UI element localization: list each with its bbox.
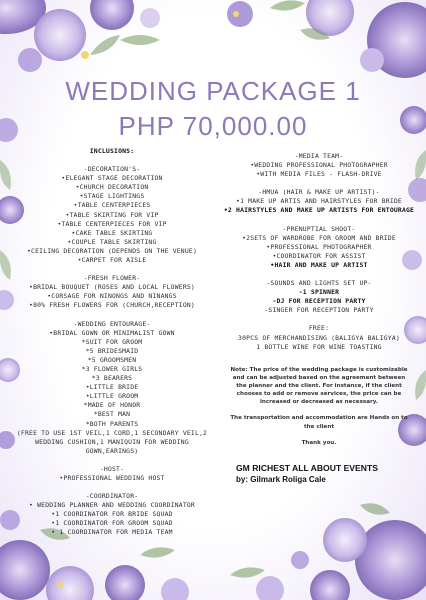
list-item: •COUPLE TABLE SKIRTING — [67, 237, 157, 246]
package-price: PHP 70,000.00 — [118, 111, 308, 141]
list-item: •CEILING DECORATION (DEPENDS ON THE VENUE) — [27, 246, 197, 255]
list-item: -SINGER FOR RECEPTION PARTY — [264, 306, 374, 315]
media-heading: -MEDIA TEAM- — [294, 152, 344, 160]
list-item: 30PCS OF MERCHANDISING (BALIGYA BALIGYA) — [238, 333, 400, 342]
list-item: •TABLE CENTERPIECES FOR VIP — [57, 219, 167, 228]
hmua-heading: -HMUA (HAIR & MAKE UP ARTIST)- — [258, 188, 380, 197]
list-item: •PROFESSIONAL PHOTOGRAPHER — [266, 242, 372, 251]
list-item: •2SETS OF WARDROBE FOR GROOM AND BRIDE — [242, 233, 396, 242]
list-item: •TABLE CENTERPIECES — [73, 201, 151, 210]
inclusions-heading: INCLUSIONS: — [89, 147, 135, 155]
list-item: •HAIR AND MAKE UP ARTIST — [270, 260, 368, 269]
company-name: GM RICHEST ALL ABOUT EVENTS — [236, 463, 378, 473]
thank-you-text: Thank you. — [301, 439, 337, 446]
list-item: •STAGE LIGHTINGS — [79, 192, 145, 201]
list-item: *3 FLOWER GIRLS — [81, 364, 143, 373]
list-item: *5 BRIDESMAID — [85, 346, 139, 355]
list-item: •LITTLE BRIDE — [85, 383, 139, 392]
decorations-heading: -DECORATION'S- — [83, 165, 141, 174]
list-item: *3 BEARERS — [91, 374, 133, 383]
list-item: •1 COORDINATOR FOR BRIDE SQUAD — [51, 510, 173, 519]
list-item: • WEDDING PLANNER AND WEDDING COORDINATOR — [29, 501, 195, 510]
list-item: •CORSAGE FOR NINONGS AND NINANGS — [47, 292, 177, 301]
top-right-flowers — [227, 0, 426, 78]
list-item: •TABLE SKIRTING FOR VIP — [65, 210, 159, 219]
list-item: *5 GROOMSMEN — [87, 355, 137, 364]
coordinator-heading: -COORDINATOR- — [85, 492, 139, 501]
entourage-free-note: (FREE TO USE 1ST VEIL,1 CORD,1 SECONDARY VEIL,2 WEDDING CUSHION,1 MANIQUIN FOR WEDDING GOWN,EARINGS) — [16, 428, 208, 455]
sounds-heading: -SOUNDS AND LIGHTS SET UP- — [266, 279, 372, 288]
list-item: •BRIDAL BOUQUET (ROSES AND LOCAL FLOWERS) — [29, 283, 195, 292]
package-title: WEDDING PACKAGE 1 — [65, 76, 361, 106]
list-item: -1 SPINNER — [298, 288, 340, 297]
list-item: *BOTH PARENTS — [85, 419, 139, 428]
right-column — [222, 152, 416, 352]
list-item: •2 HAIRSTYLES AND MAKE UP ARTISTS FOR ENTOURAGE — [223, 206, 415, 215]
bottom-right-flowers — [230, 503, 426, 600]
list-item: •WEDDING PROFESSIONAL PHOTOGRAPHER — [250, 161, 388, 170]
top-left-flowers — [0, 0, 160, 72]
list-item: •WITH MEDIA FILES - FLASH-DRIVE — [256, 170, 382, 179]
list-item: -DJ FOR RECEPTION PARTY — [272, 297, 366, 306]
transport-note: The transportation and accommodation are Hands on to the client — [230, 415, 408, 430]
list-item: •CAKE TABLE SKIRTING — [71, 228, 153, 237]
entourage-heading: -WEDDING ENTOURAGE- — [73, 319, 151, 328]
list-item: •CHURCH DECORATION — [75, 183, 149, 192]
list-item: • 1 COORDINATOR FOR MEDIA TEAM — [51, 528, 173, 537]
list-item: •BRIDAL GOWN OR MINIMALIST GOWN — [49, 328, 175, 337]
list-item: *BEST MAN — [93, 410, 131, 419]
list-item: *SUIT FOR GROOM — [81, 337, 143, 346]
signature-block — [236, 462, 416, 485]
list-item: •80% FRESH FLOWERS FOR (CHURCH,RECEPTION) — [29, 301, 195, 310]
list-item: •1 COORDINATOR FOR GROOM SQUAD — [51, 519, 173, 528]
list-item: •ELEGANT STAGE DECORATION — [61, 174, 163, 183]
list-item: •PROFESSIONAL WEDDING HOST — [59, 474, 165, 482]
list-item: •1 MAKE UP ARTIS AND HAIRSTYLES FOR BRIDE — [236, 197, 402, 206]
left-column — [14, 147, 210, 538]
price-note: Note: The price of the wedding package is customizable and can be adjusted based on the agreement between the planner and the client. For instance, if the client chooses to add or remove services, the price can be increased or decreased as necessary. — [230, 367, 408, 406]
notes-block — [230, 366, 408, 455]
prenuptial-heading: -PRENUPTIAL SHOOT- — [282, 224, 356, 233]
host-heading: -HOST- — [99, 464, 125, 473]
list-item: •COORDINATOR FOR ASSIST — [272, 251, 366, 260]
list-item: *MADE OF HONOR — [83, 401, 141, 410]
author-name: by: Gilmark Roliga Cale — [236, 475, 326, 484]
list-item: 1 BOTTLE WINE FOR WINE TOASTING — [256, 342, 382, 351]
list-item: •LITTLE GROOM — [85, 392, 139, 401]
free-heading: FREE: — [308, 324, 330, 333]
fresh-flower-heading: -FRESH FLOWER- — [83, 274, 141, 283]
list-item: •CARPET FOR AISLE — [77, 256, 147, 265]
